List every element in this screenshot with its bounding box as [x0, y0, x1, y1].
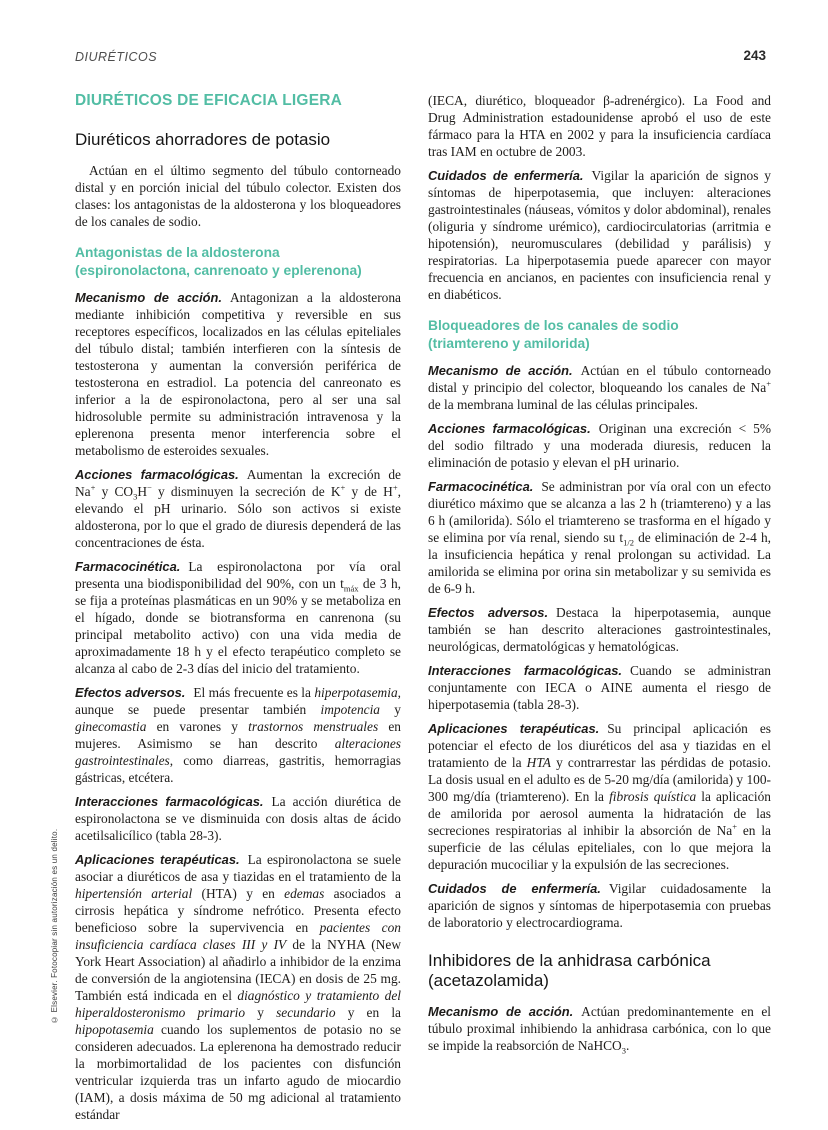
runin-heading: Cuidados de enfermería. — [428, 168, 584, 183]
runin-heading: Mecanismo de acción. — [428, 363, 573, 378]
paragraph: Aplicaciones terapéuticas. Su principal aplicación es potenciar el efecto de los diuréticos del asa y tiazidas en el tratamiento de la HTA y contrarrestar las pérdidas de potasio. La dosis usual en el adulto es de 5-20 mg/día (amilorida) y 100-300 mg/día (triamtereno). En la fibrosis quística la aplicación de amilorida por aerosol aumenta la hidratación de las secreciones respiratorias al inhibir la absorción de Na+ en la superficie de las células epiteliales, con lo que mejora la depuración mucociliar y la expulsión de las secreciones. — [428, 721, 772, 872]
drug-group-heading: Antagonistas de la aldosterona (espironolactona, canrenoato y eplerenona) — [75, 245, 362, 278]
paragraph: Interacciones farmacológicas. La acción diurética de espironolactona se ve disminuida con dosis altas de ácido acetilsalicílico (tabla 28-3). — [75, 794, 401, 843]
runin-heading: Acciones farmacológicas. — [428, 421, 591, 436]
chapter-heading: DIURÉTICOS DE EFICACIA LIGERA — [75, 92, 343, 109]
runin-heading: Aplicaciones terapéuticas. — [75, 852, 240, 867]
left-column — [75, 92, 401, 1130]
section-heading: Inhibidores de la anhidrasa carbónica (acetazolamida) — [428, 951, 711, 990]
paragraph: Farmacocinética. Se administran por vía oral con un efecto diurético máximo que se alcanza a las 2 h (triamtereno) y a las 6 h (amilorida). Sólo el triamtereno se trasforma en el hígado y se elimina por vía renal, siendo su $t_{1/2}$ de eliminación de 2-4 h, la insuficiencia hepática y renal prolongan su actividad. La amilorida se elimina por orina sin metabolizar y su semivida es de 6-9 h. — [428, 479, 771, 596]
runin-heading: Efectos adversos. — [75, 685, 186, 700]
right-column — [428, 92, 771, 1061]
paragraph: Farmacocinética. La espironolactona por vía oral presenta una biodisponibilidad del 90%, con un $t_{máx}$ de 3 h, se fija a proteínas plasmáticas en un 90% y se metaboliza en el hígado, donde se biotransforma en canrenona (su principal metabolito activo) con una vida media de aproximadamente 18 h y el efecto terapéutico completo se alcanza al cabo de 2-3 días del inicio del tratamiento. — [75, 559, 402, 676]
page-number: 243 — [743, 48, 766, 63]
paragraph: Acciones farmacológicas. Aumentan la excreción de Na+ y $CO_3H^-$ y disminuyen la secreción de K+ y de H+, elevando el pH urinario. Sólo son activos si existe aldosterona, por lo que el grado de diuresis dependerá de las concentraciones de ésta. — [75, 467, 401, 550]
paragraph: Efectos adversos. Destaca la hiperpotasemia, aunque también se han descrito alteraciones gastrointestinales, neurológicas, dermatológicas y hematológicas. — [428, 605, 771, 654]
runin-heading: Farmacocinética. — [75, 559, 181, 574]
runin-heading: Mecanismo de acción. — [75, 290, 222, 305]
paragraph: Interacciones farmacológicas. Cuando se administran conjuntamente con IECA o AINE aumenta el riesgo de hiperpotasemia (tabla 28-3). — [428, 663, 771, 712]
paragraph: Cuidados de enfermería. Vigilar la aparición de signos y síntomas de hiperpotasemia, que incluyen: alteraciones gastrointestinales (náuseas, vómitos y dolor abdominal), renales (oliguria y síndrome urémico), cardiocirculatorias (arritmia e hipotensión), neuromusculares (debilidad y parálisis) y respiratorias. La hiperpotasemia puede aparecer con mayor frecuencia en ancianos, en pacientes con insuficiencia renal y en diabéticos. — [428, 168, 772, 302]
runin-heading: Aplicaciones terapéuticas. — [428, 721, 600, 736]
drug-group-heading: Bloqueadores de los canales de sodio (triamtereno y amilorida) — [428, 318, 679, 351]
runin-heading: Acciones farmacológicas. — [75, 467, 239, 482]
paragraph: (IECA, diurético, bloqueador β-adrenérgico). La Food and Drug Administration estadounidense aprobó el uso de este fármaco para la HTA en 2002 y para la insuficiencia cardíaca tras IAM en octubre de 2003. — [428, 93, 771, 159]
runin-heading: Efectos adversos. — [428, 605, 549, 620]
runin-heading: Cuidados de enfermería. — [428, 881, 601, 896]
paragraph: Efectos adversos. El más frecuente es la hiperpotasemia, aunque se puede presentar también impotencia y ginecomastia en varones y trastornos menstruales en mujeres. Asimismo se han descrito alteraciones gastrointestinales, como diarreas, gastritis, hemorragias gástricas, etcétera. — [75, 685, 401, 785]
paragraph: Actúan en el último segmento del túbulo contorneado distal y en porción inicial del túbulo colector. Existen dos clases: los antagonistas de la aldosterona y los bloqueadores de los canales de sodio. — [75, 163, 401, 229]
running-header: DIURÉTICOS — [75, 50, 158, 64]
copyright-notice: © Elsevier. Fotocopiar sin autorización es un delito. — [50, 828, 59, 1024]
runin-heading: Mecanismo de acción. — [428, 1004, 574, 1019]
runin-heading: Interacciones farmacológicas. — [428, 663, 622, 678]
runin-heading: Interacciones farmacológicas. — [75, 794, 264, 809]
paragraph: Mecanismo de acción. Actúan predominantemente en el túbulo proximal inhibiendo la anhidrasa carbónica, con lo que se impide la reabsorción de NaHCO$_3$. — [428, 1004, 771, 1056]
paragraph: Aplicaciones terapéuticas. La espironolactona se suele asociar a diuréticos de asa y tiazidas en el tratamiento de la hipertensión arterial (HTA) y en edemas asociados a cirrosis hepática y síndrome nefrótico. Presenta efecto beneficioso sobre la supervivencia en pacientes con insuficiencia cardíaca clases III y IV de la NYHA (New York Heart Association) al añadirlo a inhibidor de la enzima de conversión de la angiotensina (IECA) en dosis de 25 mg. También está indicada en el diagnóstico y tratamiento del hiperaldosteronismo primario y secundario y en la hipopotasemia cuando los suplementos de potasio no se consideren adecuados. La eplerenona ha demostrado reducir la morbimortalidad de los pacientes con disfunción ventricular izquierda tras un infarto agudo de miocardio (IAM), a dosis máxima de 50 mg adicional al tratamiento estándar — [75, 852, 401, 1122]
paragraph: Cuidados de enfermería. Vigilar cuidadosamente la aparición de signos y síntomas de hiperpotasemia con pruebas de laboratorio y electrocardiograma. — [428, 881, 771, 930]
paragraph: Mecanismo de acción. Antagonizan a la aldosterona mediante inhibición competitiva y reversible en sus receptores específicos, localizados en las células epiteliales del túbulo distal; también interfieren con la síntesis de testosterona y aumentan la conversión periférica de testosterona en estradiol. La potencia del canreonato es inferior a la de espironolactona, pero al ser una sal hidrosoluble permite su administración intravenosa y la eplerenona presenta menor interferencia sobre el metabolismo de esteroides sexuales. — [75, 290, 401, 458]
paragraph: Mecanismo de acción. Actúan en el túbulo contorneado distal y principio del colector, bloqueando los canales de Na+ de la membrana luminal de las células principales. — [428, 363, 771, 412]
section-heading: Diuréticos ahorradores de potasio — [75, 130, 331, 149]
paragraph: Acciones farmacológicas. Originan una excreción < 5% del sodio filtrado y una moderada diuresis, reducen la eliminación de potasio y elevan el pH urinario. — [428, 421, 771, 470]
runin-heading: Farmacocinética. — [428, 479, 534, 494]
